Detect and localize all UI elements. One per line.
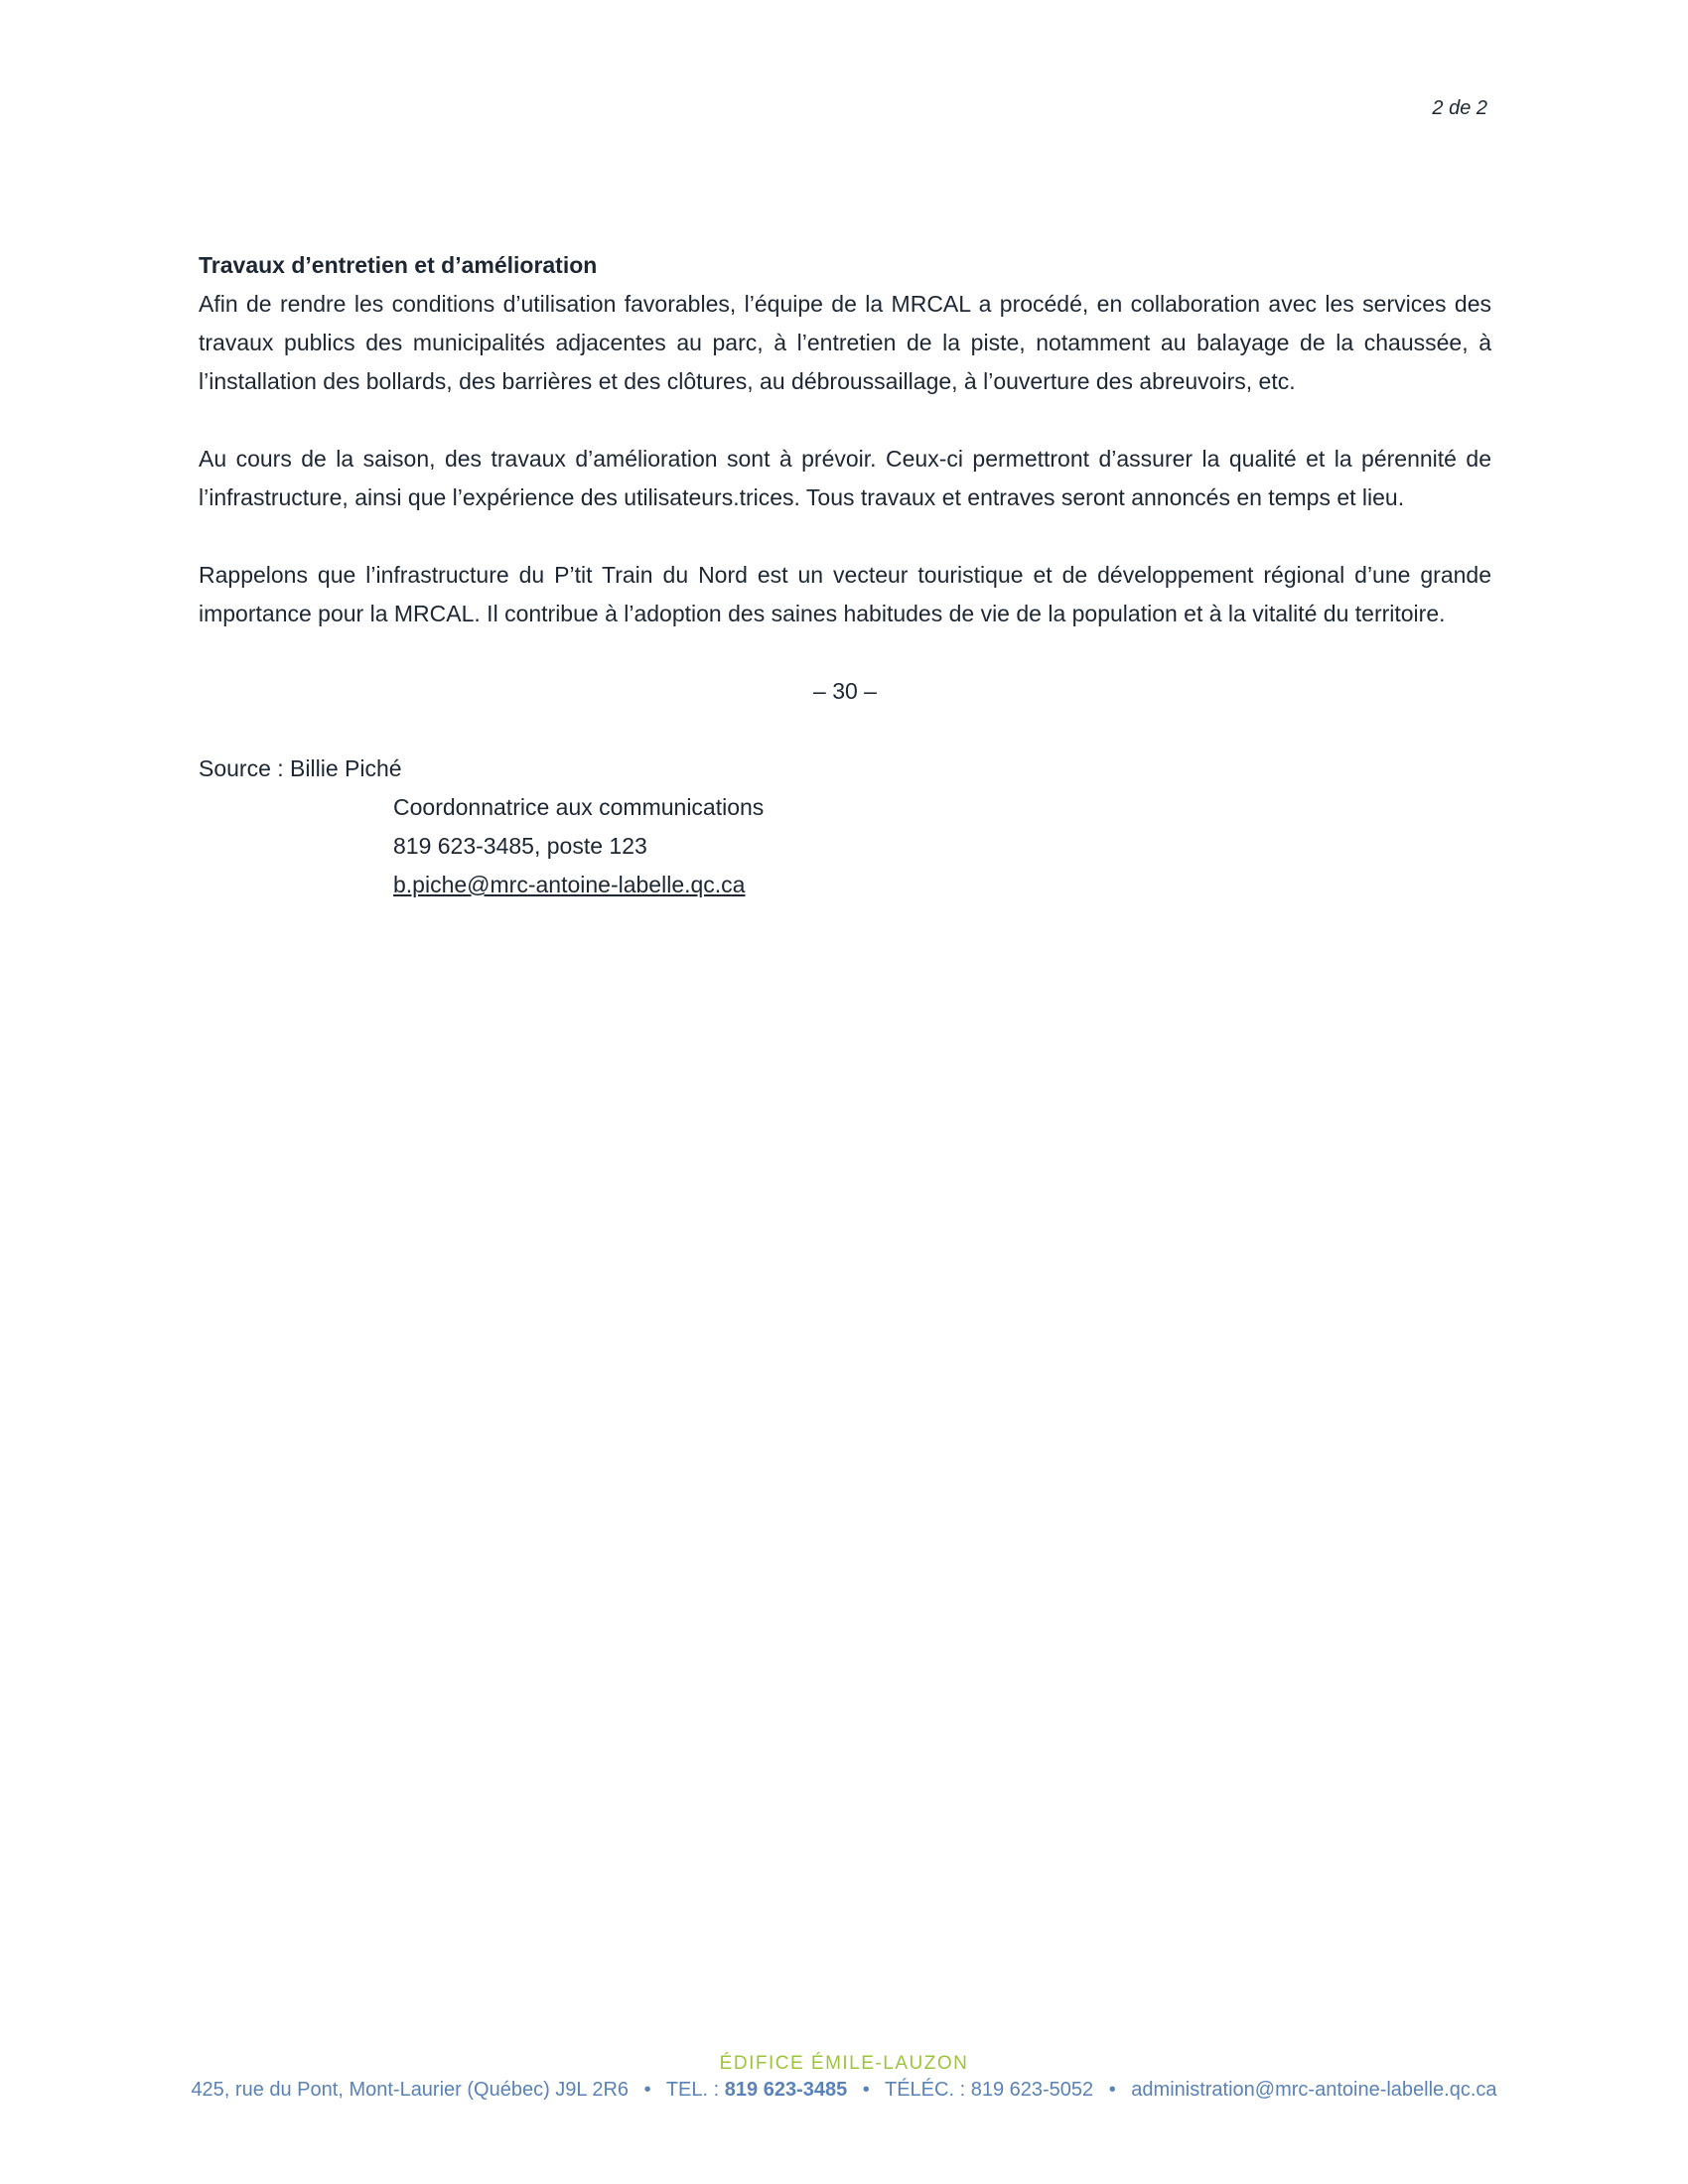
footer-address: 425, rue du Pont, Mont-Laurier (Québec) J9L 2R6 <box>191 2079 630 2101</box>
contact-email-link[interactable]: b.piche@mrc-antoine-labelle.qc.ca <box>393 872 746 897</box>
footer-email: administration@mrc-antoine-labelle.qc.ca <box>1131 2079 1497 2101</box>
contact-block <box>199 788 1491 904</box>
section-title: Travaux d’entretien et d’amélioration <box>199 252 598 278</box>
contact-title: Coordonnatrice aux communications <box>393 794 765 820</box>
footer-building-name: ÉDIFICE ÉMILE-LAUZON <box>719 2053 969 2074</box>
source-label: Source : Billie Piché <box>199 755 402 781</box>
paragraph-improvements: Au cours de la saison, des travaux d’amélioration sont à prévoir. Ceux-ci permettront d’assurer la qualité et la pérennité de l’infrastructure, ainsi que l’expérience des utilisateurs.trices. Tous travaux et entraves seront annoncés en temps et lieu. <box>199 446 1491 510</box>
footer-separator: • <box>1108 2079 1116 2101</box>
footer-tel-label: TEL. : <box>665 2079 720 2101</box>
footer-separator: • <box>862 2079 870 2101</box>
paragraph-maintenance: Afin de rendre les conditions d’utilisation favorables, l’équipe de la MRCAL a procédé, en collaboration avec les services des travaux publics des municipalités adjacentes au parc, à l’entretien de la piste, notamment au balayage de la chaussée, à l’installation des bollards, des barrières et des clôtures, au débroussaillage, à l’ouverture des abreuvoirs, etc. <box>199 291 1491 394</box>
footer-fax: 819 623-5052 <box>970 2079 1094 2101</box>
footer-tel: 819 623-3485 <box>724 2079 848 2101</box>
page-number: 2 de 2 <box>1432 97 1487 119</box>
letterhead-footer <box>0 2053 1688 2102</box>
footer-contact-line <box>0 2079 1688 2102</box>
footer-fax-label: TÉLÉC. : <box>885 2079 966 2101</box>
contact-phone: 819 623-3485, poste 123 <box>393 833 647 859</box>
press-release-body <box>199 246 1491 904</box>
footer-separator: • <box>643 2079 651 2101</box>
source-block <box>199 750 1491 904</box>
end-mark: – 30 – <box>813 678 877 704</box>
paragraph-infrastructure: Rappelons que l’infrastructure du P’tit Train du Nord est un vecteur touristique et de développement régional d’une grande importance pour la MRCAL. Il contribue à l’adoption des saines habitudes de vie de la population et à la vitalité du territoire. <box>199 562 1491 626</box>
